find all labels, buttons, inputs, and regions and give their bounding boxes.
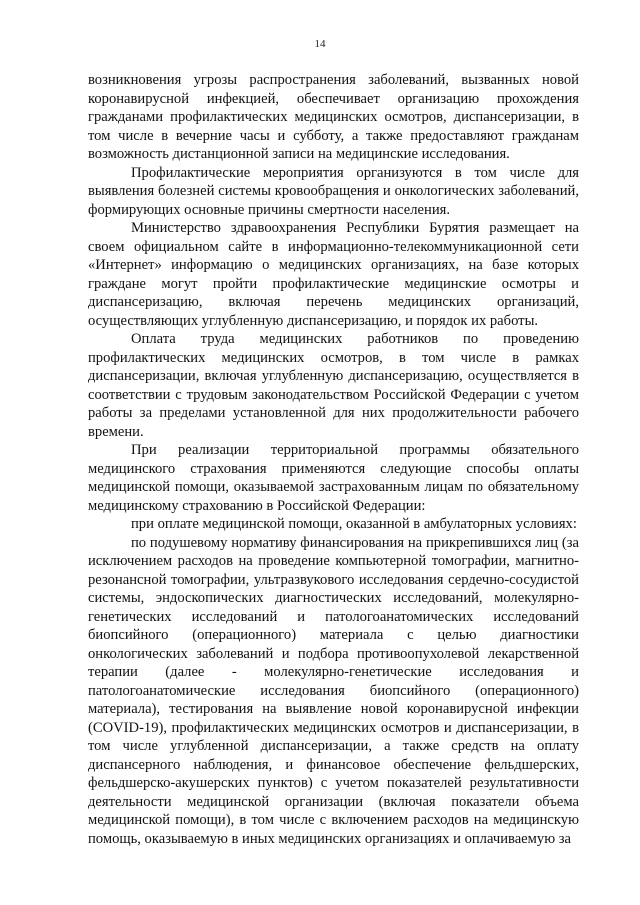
document-body <box>88 71 579 848</box>
paragraph-continuation: возникновения угрозы распространения заболеваний, вызванных новой коронавирусной инфекцией, обеспечивает организацию прохождения гражданами профилактических медицинских осмотров, диспансеризации, в том числе в вечерние часы и субботу, а также предоставляют гражданам возможность дистанционной записи на медицинские исследования. <box>88 72 579 162</box>
paragraph: Оплата труда медицинских работников по проведению профилактических медицинских осмотров, в том числе в рамках диспансеризации, включая углубленную диспансеризацию, осуществляется в соответствии с трудовым законодательством Российской Федерации с учетом работы за пределами установленной для них продолжительности рабочего времени. <box>88 331 579 440</box>
paragraph: при оплате медицинской помощи, оказанной в амбулаторных условиях: <box>131 516 577 532</box>
paragraph: Министерство здравоохранения Республики Бурятия размещает на своем официальном сайте в информационно-телекоммуникационной сети «Интернет» информацию о медицинских организациях, на базе которых граждане могут пройти профилактические медицинские осмотры и диспансеризацию, включая перечень медицинских организаций, осуществляющих углубленную диспансеризацию, и порядок их работы. <box>88 220 579 329</box>
paragraph: по подушевому нормативу финансирования на прикрепившихся лиц (за исключением расходов на проведение компьютерной томографии, магнитно-резонансной томографии, ультразвукового исследования сердечно-сосудистой системы, эндоскопических диагностических исследований, молекулярно-генетических исследований и патологоанатомических исследований биопсийного (операционного) материала с целью диагностики онкологических заболеваний и подбора противоопухолевой лекарственной терапии (далее - молекулярно-генетические исследования и патологоанатомические исследования биопсийного (операционного) материала), тестирования на выявление новой коронавирусной инфекции (COVID-19), профилактических медицинских осмотров и диспансеризации, в том числе углубленной диспансеризации, а также средств на оплату диспансерного наблюдения, и финансовое обеспечение фельдшерских, фельдшерско-акушерских пунктов) с учетом показателей результативности деятельности медицинской организации (включая показатели объема медицинской помощи), в том числе с включением расходов на медицинскую помощь, оказываемую в иных медицинских организациях и оплачиваемую за <box>88 534 579 847</box>
page-number: 14 <box>314 38 326 50</box>
paragraph: Профилактические мероприятия организуются в том числе для выявления болезней системы кровообращения и онкологических заболеваний, формирующих основные причины смертности населения. <box>88 164 579 218</box>
paragraph: При реализации территориальной программы обязательного медицинского страхования применяются следующие способы оплаты медицинской помощи, оказываемой застрахованным лицам по обязательному медицинскому страхованию в Российской Федерации: <box>88 442 579 514</box>
